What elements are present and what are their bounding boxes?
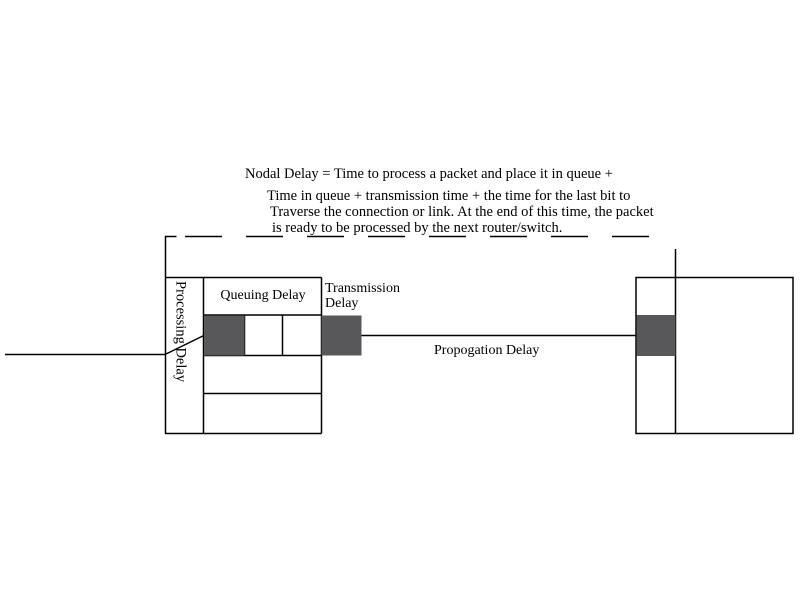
nodal-delay-definition-line-4: is ready to be processed by the next router/switch.	[272, 220, 563, 236]
nodal-delay-definition-line-3: Traverse the connection or link. At the end of this time, the packet	[270, 204, 654, 220]
queuing-delay-label: Queuing Delay	[220, 288, 306, 303]
queued-packet	[204, 316, 245, 356]
arrived-packet	[637, 315, 676, 356]
nodal-delay-definition-line-2: Time in queue + transmission time + the time for the last bit to	[267, 188, 631, 204]
nodal-delay-definition-line-1: Nodal Delay = Time to process a packet and place it in queue +	[245, 166, 613, 182]
transmission-delay-label: Transmission Delay	[325, 281, 400, 311]
transmitting-packet	[322, 316, 362, 356]
propagation-delay-label: Propogation Delay	[434, 343, 540, 358]
processing-delay-label: Processing Delay	[172, 281, 189, 383]
